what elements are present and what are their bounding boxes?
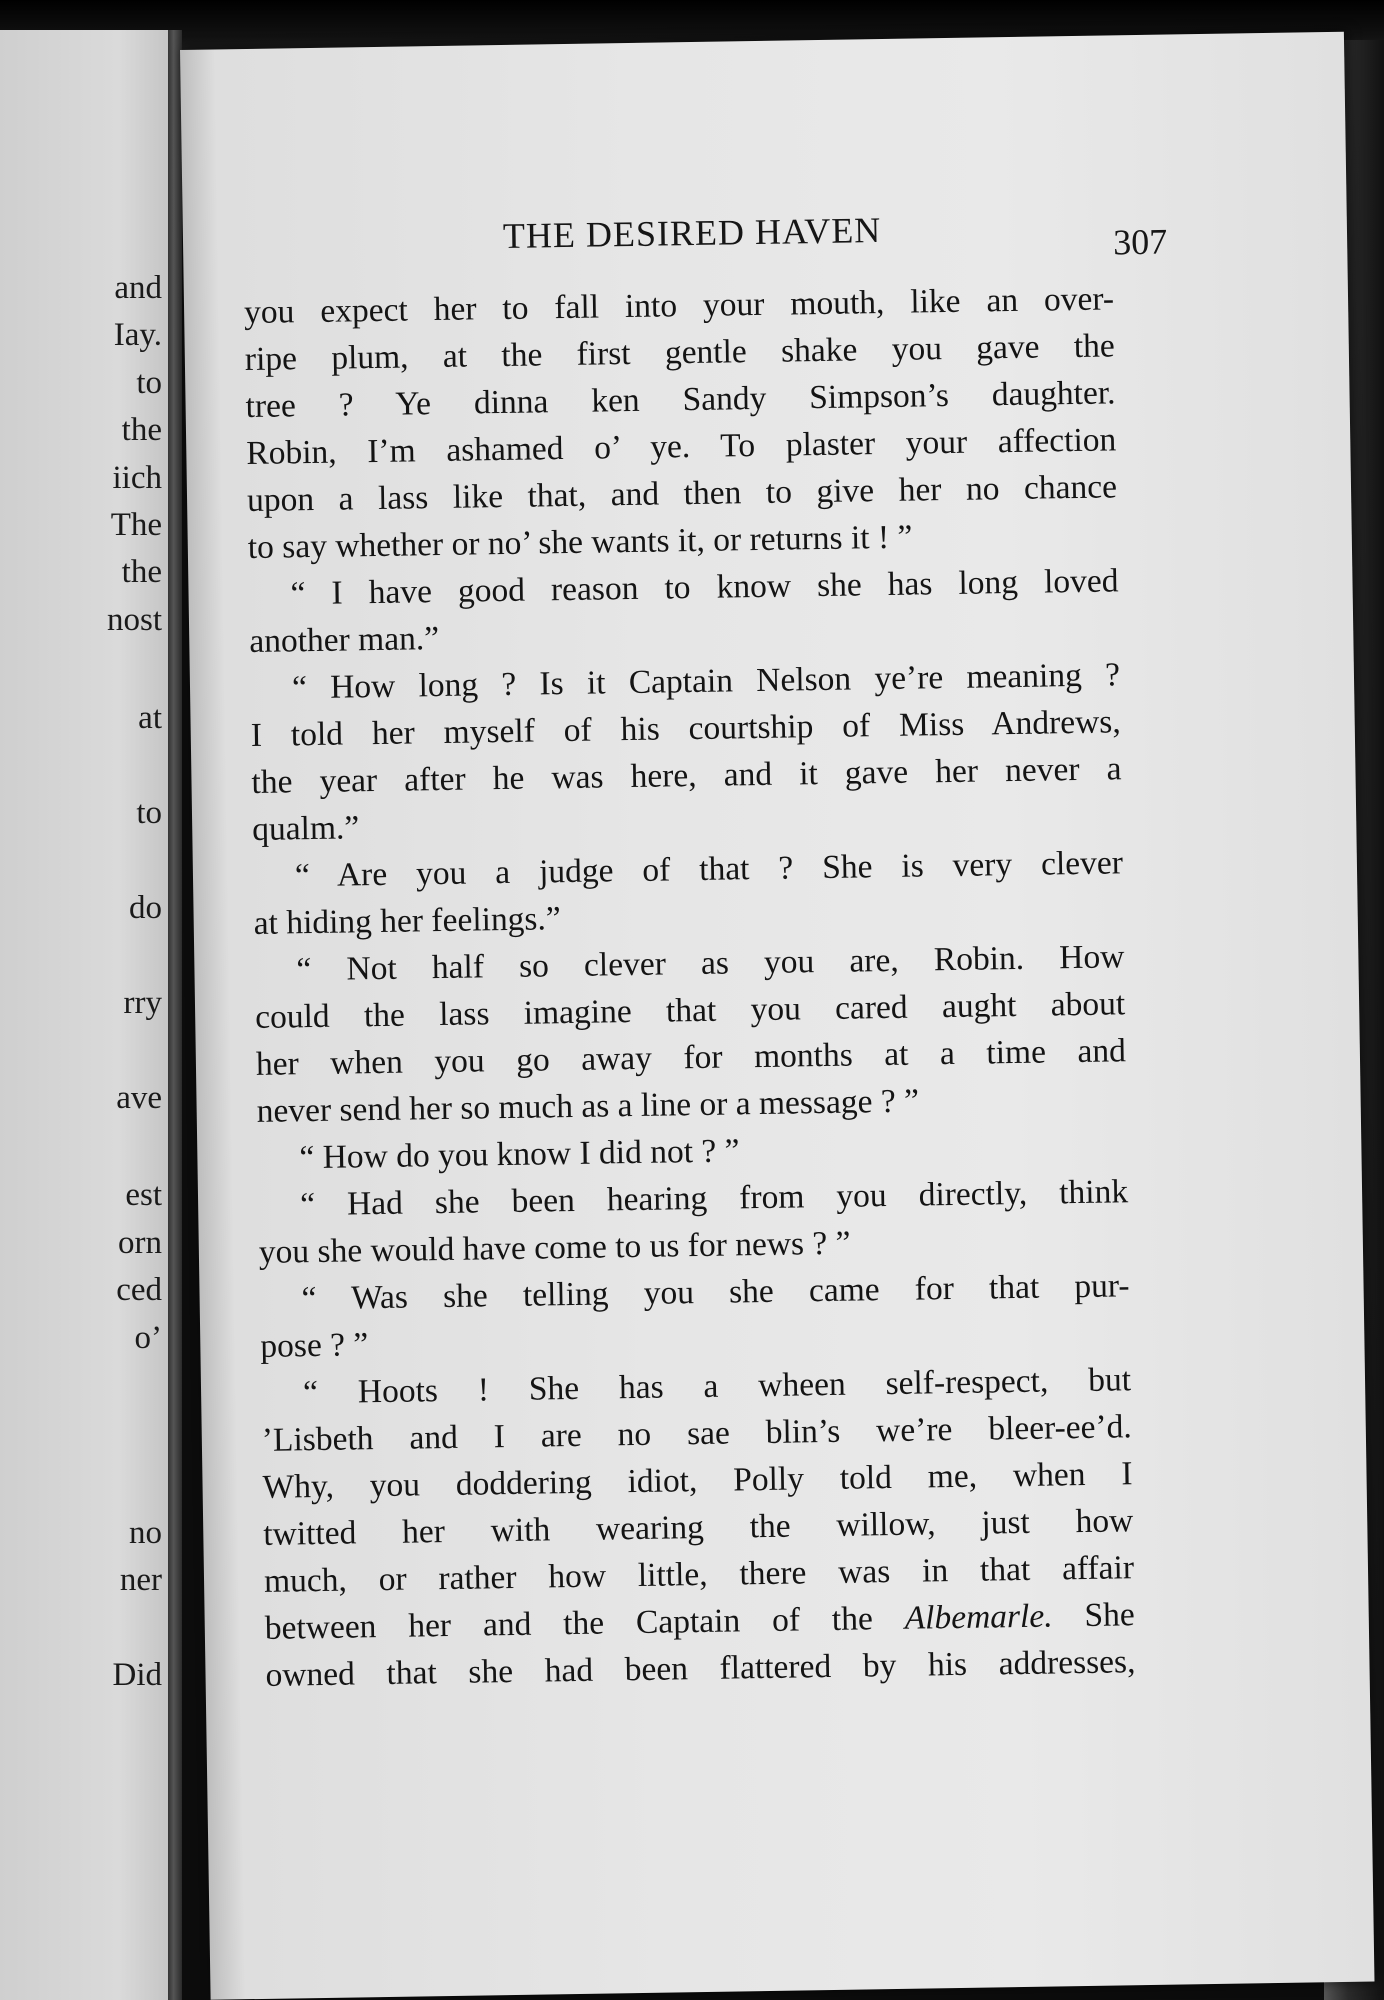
facing-page-fragment: the bbox=[121, 412, 162, 448]
facing-page-fragment: to bbox=[136, 795, 162, 831]
facing-page-fragment: ave bbox=[116, 1080, 162, 1116]
facing-page-fragment: to bbox=[136, 365, 162, 401]
facing-page-fragment: est bbox=[125, 1177, 162, 1213]
page-number: 307 bbox=[1112, 221, 1168, 263]
text-line: the year after he was here, and it gave her never a bbox=[251, 750, 1122, 801]
facing-page-fragment: ced bbox=[116, 1272, 162, 1308]
facing-page-fragment: the bbox=[121, 554, 162, 590]
facing-page-fragment: do bbox=[129, 890, 162, 926]
text-line: “ Not half so clever as you are, Robin. How bbox=[296, 938, 1125, 989]
text-line-start: between her and the Captain of the bbox=[264, 1600, 874, 1647]
text-line: “ Had she been hearing from you directly, think bbox=[299, 1173, 1129, 1224]
text-line: tree ? Ye dinna ken Sandy Simpson’s daughter. bbox=[245, 374, 1116, 426]
text-line: “ How long ? Is it Captain Nelson ye’re meaning ? bbox=[291, 656, 1121, 707]
text-line: you she would have come to us for news ? ” bbox=[258, 1224, 851, 1271]
facing-page-fragment: orn bbox=[118, 1225, 162, 1261]
text-line: at hiding her feelings.” bbox=[253, 900, 561, 942]
facing-page-fragment: The bbox=[110, 507, 162, 543]
text-line: you expect her to fall into your mouth, like an over- bbox=[243, 280, 1115, 332]
facing-page-edge bbox=[0, 30, 170, 2000]
facing-page-fragment: no bbox=[129, 1515, 162, 1551]
facing-page-fragment: ner bbox=[119, 1562, 162, 1598]
text-line: qualm.” bbox=[251, 809, 360, 848]
facing-page-fragment: Iay. bbox=[113, 317, 162, 353]
text-line: Why, you doddering idiot, Polly told me, when I bbox=[262, 1455, 1133, 1506]
text-line-end: She bbox=[1052, 1596, 1135, 1635]
text-line: could the lass imagine that you cared aught about bbox=[254, 985, 1126, 1036]
text-line: “ Hoots ! She has a wheen self-respect, but bbox=[302, 1361, 1132, 1412]
text-line: another man.” bbox=[249, 620, 440, 660]
facing-page-fragment: Did bbox=[112, 1657, 162, 1693]
facing-page-fragment: rry bbox=[123, 985, 162, 1021]
text-line: upon a lass like that, and then to give her no chance bbox=[246, 468, 1118, 519]
book-page bbox=[180, 32, 1374, 2000]
text-line: “ Are you a judge of that ? She is very clever bbox=[294, 844, 1124, 895]
page-body-text bbox=[244, 275, 1136, 1698]
text-line: pose ? ” bbox=[260, 1326, 369, 1365]
text-line: I told her myself of his courtship of Miss Andrews, bbox=[250, 703, 1121, 754]
text-line: never send her so much as a line or a message ? ” bbox=[256, 1082, 920, 1130]
text-line: ripe plum, at the first gentle shake you gave the bbox=[244, 327, 1116, 379]
text-line: Robin, I’m ashamed o’ ye. To plaster your affection bbox=[246, 421, 1117, 473]
running-head: THE DESIRED HAVEN bbox=[502, 210, 882, 256]
text-line: “ I have good reason to know she has long loved bbox=[290, 562, 1119, 613]
text-line: owned that she had been flattered by his addresses, bbox=[265, 1643, 1136, 1694]
text-line: much, or rather how little, there was in that affair bbox=[263, 1549, 1135, 1600]
text-line: twitted her with wearing the willow, just how bbox=[263, 1502, 1134, 1553]
ship-name-italic: Albemarle. bbox=[904, 1597, 1053, 1637]
text-line: her when you go away for months at a time and bbox=[255, 1032, 1127, 1083]
book-gutter bbox=[168, 30, 182, 2000]
text-line: to say whether or no’ she wants it, or returns it ! ” bbox=[247, 518, 913, 566]
text-line: ’Lisbeth and I are no sae blin’s we’re bleer-ee’d. bbox=[261, 1408, 1133, 1459]
text-line: “ Was she telling you she came for that pur- bbox=[301, 1267, 1130, 1318]
facing-page-fragment: o’ bbox=[134, 1320, 162, 1356]
text-line: “ How do you know I did not ? ” bbox=[299, 1132, 740, 1177]
facing-page-fragment: iich bbox=[112, 460, 162, 496]
facing-page-fragment: nost bbox=[106, 602, 162, 638]
facing-page-fragment: at bbox=[138, 700, 162, 736]
facing-page-fragment: and bbox=[114, 270, 162, 306]
